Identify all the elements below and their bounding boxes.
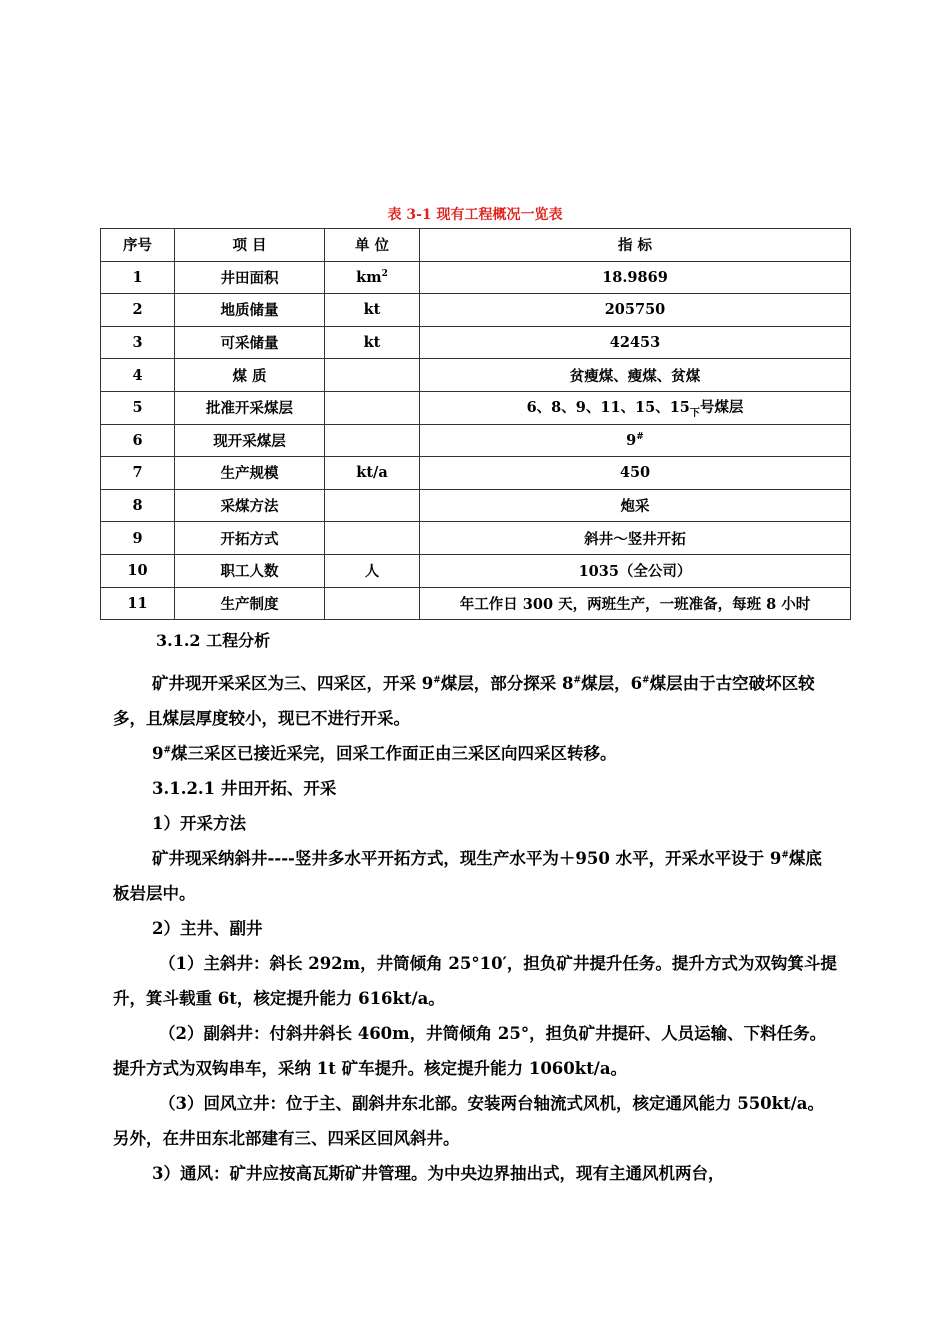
header-item: 项 目 xyxy=(175,229,325,262)
paragraph-return-shaft: （3）回风立井：位于主、副斜井东北部。安装两台轴流式风机，核定通风能力 550kt/a。另外，在井田东北部建有三、四采区回风斜井。 xyxy=(113,1094,824,1148)
row-item: 采煤方法 xyxy=(175,489,325,522)
row-value: 1035（全公司） xyxy=(420,554,851,587)
row-value: 年工作日 300 天，两班生产，一班准备，每班 8 小时 xyxy=(420,587,851,620)
row-value: 炮采 xyxy=(420,489,851,522)
row-value: 9# xyxy=(420,424,851,457)
row-value: 18.9869 xyxy=(420,261,851,294)
table-row xyxy=(101,326,851,359)
table-row xyxy=(101,391,851,424)
row-item: 职工人数 xyxy=(175,554,325,587)
table-row xyxy=(101,587,851,620)
item-2-heading: 2）主井、副井 xyxy=(152,919,263,938)
row-item: 井田面积 xyxy=(175,261,325,294)
row-value: 205750 xyxy=(420,294,851,327)
table-row xyxy=(101,554,851,587)
row-no: 8 xyxy=(101,489,175,522)
row-no: 5 xyxy=(101,391,175,424)
row-unit: $km^2$ xyxy=(325,261,420,294)
paragraph-ventilation: 3）通风：矿井应按高瓦斯矿井管理。为中央边界抽出式，现有主通风机两台， xyxy=(152,1164,725,1183)
row-item: 可采储量 xyxy=(175,326,325,359)
row-value: 6、8、9、11、15、$15_下$号煤层 xyxy=(420,391,851,424)
row-item: 批准开采煤层 xyxy=(175,391,325,424)
row-item: 开拓方式 xyxy=(175,522,325,555)
row-unit: kt xyxy=(325,326,420,359)
table-header-row xyxy=(101,229,851,262)
row-no: 3 xyxy=(101,326,175,359)
row-no: 10 xyxy=(101,554,175,587)
paragraph-aux-incline: （2）副斜井：付斜井斜长 460m，井筒倾角 25°，担负矿井提矸、人员运输、下料任务。提升方式为双钩串车，采纳 1t 矿车提升。核定提升能力 1060kt/a。 xyxy=(113,1024,827,1078)
section-heading: 3.1.2 工程分析 xyxy=(156,631,271,650)
header-unit: 单 位 xyxy=(325,229,420,262)
table-row xyxy=(101,489,851,522)
row-value: 贫瘦煤、瘦煤、贫煤 xyxy=(420,359,851,392)
row-no: 2 xyxy=(101,294,175,327)
row-unit xyxy=(325,424,420,457)
row-value: 450 xyxy=(420,457,851,490)
section-content xyxy=(113,630,838,1191)
row-unit: kt xyxy=(325,294,420,327)
table-row xyxy=(101,261,851,294)
row-item: 地质储量 xyxy=(175,294,325,327)
overview-table xyxy=(100,228,851,620)
row-item: 煤 质 xyxy=(175,359,325,392)
row-no: 4 xyxy=(101,359,175,392)
row-unit xyxy=(325,587,420,620)
row-unit: kt/a xyxy=(325,457,420,490)
table-row xyxy=(101,294,851,327)
row-item: 现开采煤层 xyxy=(175,424,325,457)
table-row xyxy=(101,457,851,490)
row-no: 7 xyxy=(101,457,175,490)
table-row xyxy=(101,424,851,457)
paragraph-3: 矿井现采纳斜井----竖井多水平开拓方式，现生产水平为＋950 水平，开采水平设于 9#煤底板岩层中。 xyxy=(113,849,822,903)
row-unit: 人 xyxy=(325,554,420,587)
row-no: 6 xyxy=(101,424,175,457)
row-item: 生产制度 xyxy=(175,587,325,620)
paragraph-2: 9#煤三采区已接近采完，回采工作面正由三采区向四采区转移。 xyxy=(152,744,617,763)
paragraph-1: 矿井现开采采区为三、四采区，开采 9#煤层，部分探采 8#煤层，6#煤层由于古空破坏区较多，且煤层厚度较小，现已不进行开采。 xyxy=(113,674,815,728)
table-caption: 表 3-1 现有工程概况一览表 xyxy=(387,207,563,223)
row-no: 11 xyxy=(101,587,175,620)
row-value: 斜井～竖井开拓 xyxy=(420,522,851,555)
paragraph-main-incline: （1）主斜井：斜长 292m，井筒倾角 25°10′，担负矿井提升任务。提升方式为双钩箕斗提升，箕斗载重 6t，核定提升能力 616kt/a。 xyxy=(113,954,837,1008)
row-unit xyxy=(325,359,420,392)
header-no: 序号 xyxy=(101,229,175,262)
row-unit xyxy=(325,522,420,555)
row-item: 生产规模 xyxy=(175,457,325,490)
header-value: 指 标 xyxy=(420,229,851,262)
subheading-3-1-2-1: 3.1.2.1 井田开拓、开采 xyxy=(152,779,337,798)
row-unit xyxy=(325,391,420,424)
item-1-heading: 1）开采方法 xyxy=(152,814,246,833)
row-unit xyxy=(325,489,420,522)
table-row xyxy=(101,359,851,392)
row-no: 1 xyxy=(101,261,175,294)
row-no: 9 xyxy=(101,522,175,555)
table-row xyxy=(101,522,851,555)
row-value: 42453 xyxy=(420,326,851,359)
